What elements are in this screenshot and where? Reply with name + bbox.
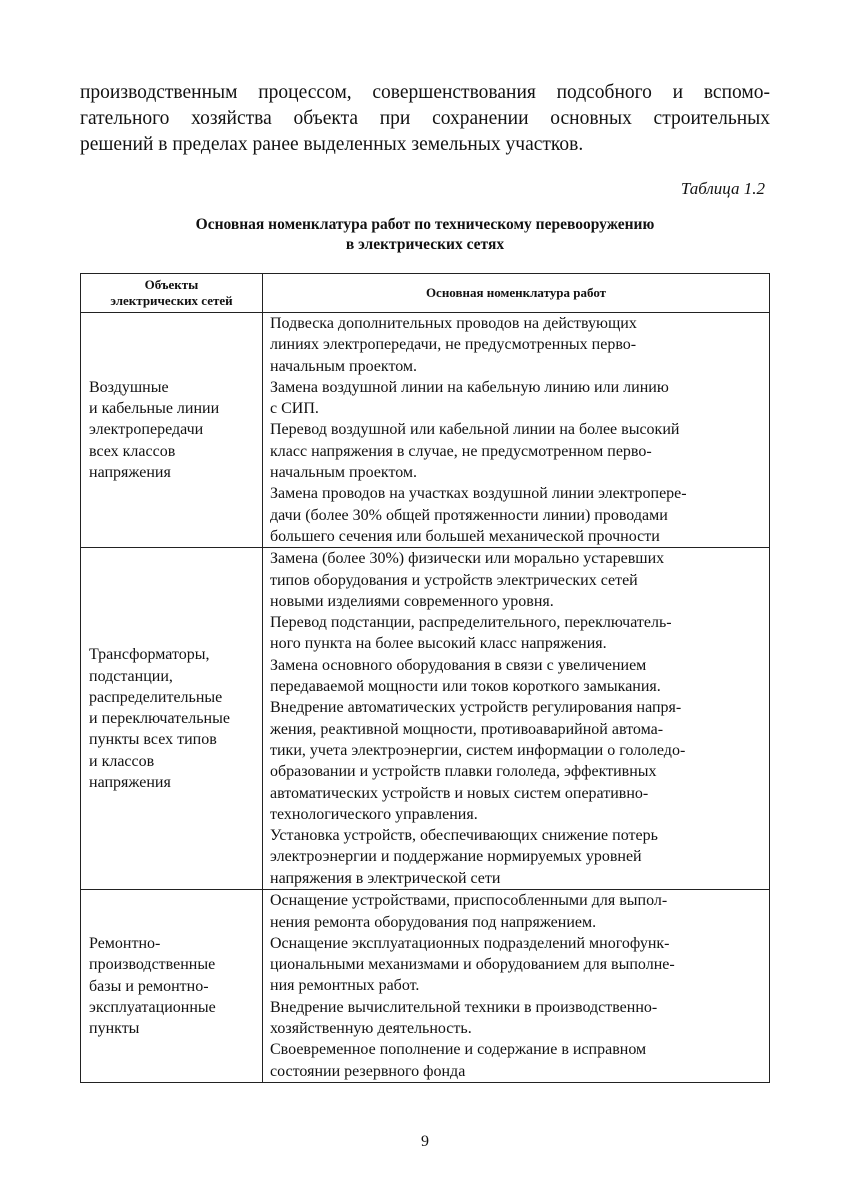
object-line: базы и ремонтно- [89, 977, 209, 995]
table-header-row [81, 274, 770, 313]
object-line: всех классов [89, 442, 176, 460]
page-number: 9 [421, 1133, 429, 1150]
work-line: Перевод воздушной или кабельной линии на более высокий [270, 421, 680, 439]
work-line: напряжения в электрической сети [270, 869, 501, 887]
object-line: пункты всех типов [89, 731, 217, 749]
object-cell [81, 548, 263, 890]
work-line: Замена (более 30%) физически или морально устаревших [270, 550, 665, 568]
works-cell [263, 890, 770, 1083]
work-line: тики, учета электроэнергии, систем информации о гололедо- [270, 741, 686, 759]
object-line: подстанции, [89, 667, 173, 685]
work-line: жения, реактивной мощности, противоаварийной автома- [270, 720, 664, 738]
table-row [81, 313, 770, 548]
intro-line: гательного хозяйства объекта при сохранении основных строительных [80, 108, 770, 129]
object-line: и переключательные [89, 710, 230, 728]
intro-line: производственным процессом, совершенствования подсобного и вспомо- [80, 82, 770, 103]
intro-line: решений в пределах ранее выделенных земельных участков. [80, 134, 584, 155]
table-row [81, 890, 770, 1083]
table-number: Таблица 1.2 [680, 179, 765, 198]
object-line: напряжения [89, 464, 171, 482]
object-line: эксплуатационные [89, 998, 216, 1016]
work-line: циональными механизмами и оборудованием для выполне- [270, 956, 675, 974]
object-line: распределительные [89, 688, 223, 706]
work-line: начальным проектом. [270, 357, 418, 375]
object-cell [81, 890, 263, 1083]
work-line: Внедрение вычислительной техники в производственно- [270, 998, 658, 1016]
work-line: класс напряжения в случае, не предусмотренном перво- [270, 442, 652, 460]
work-line: ного пункта на более высокий класс напряжения. [270, 635, 607, 653]
work-line: Замена проводов на участках воздушной линии электропере- [270, 485, 687, 503]
work-line: Установка устройств, обеспечивающих снижение потерь [270, 827, 658, 845]
nomenclature-table [80, 273, 770, 1083]
object-line: Воздушные [89, 378, 169, 396]
header-objects [81, 274, 263, 313]
work-line: образовании и устройств плавки гололеда, эффективных [270, 763, 657, 781]
work-line: Подвеска дополнительных проводов на действующих [270, 315, 637, 332]
table-body [81, 313, 770, 1083]
object-line: напряжения [89, 774, 171, 791]
work-line: типов оборудования и устройств электрических сетей [270, 571, 638, 589]
work-line: автоматических устройств и новых систем оперативно- [270, 784, 649, 802]
table-title [80, 215, 770, 255]
header-objects-line: электрических сетей [110, 293, 233, 308]
work-line: большего сечения или большей механической прочности [270, 527, 660, 545]
work-line: линиях электропередачи, не предусмотренных перво- [270, 336, 637, 354]
object-line: пункты [89, 1020, 140, 1038]
table-title-line: Основная номенклатура работ по техническому перевооружению [195, 216, 655, 233]
object-line: и классов [89, 752, 155, 770]
work-line: хозяйственную деятельность. [270, 1020, 472, 1038]
work-line: Своевременное пополнение и содержание в исправном [270, 1041, 647, 1059]
work-line: новыми изделиями современного уровня. [270, 592, 554, 610]
object-line: производственные [89, 956, 216, 974]
works-cell [263, 313, 770, 548]
works-cell [263, 548, 770, 890]
work-line: ния ремонтных работ. [270, 977, 420, 995]
table-title-line: в электрических сетях [345, 236, 505, 253]
object-line: Ремонтно- [89, 935, 161, 953]
work-line: электроэнергии и поддержание нормируемых уровней [270, 848, 642, 866]
work-line: Оснащение эксплуатационных подразделений многофунк- [270, 934, 670, 952]
work-line: Замена воздушной линии на кабельную линию или линию [270, 378, 669, 396]
work-line: с СИП. [270, 400, 319, 418]
work-line: передаваемой мощности или токов короткого замыкания. [270, 678, 661, 696]
work-line: технологического управления. [270, 805, 478, 823]
object-line: электропередачи [89, 421, 204, 439]
work-line: состоянии резервного фонда [270, 1062, 466, 1080]
table-row [81, 548, 770, 890]
work-line: Замена основного оборудования в связи с увеличением [270, 656, 647, 674]
work-line: нения ремонта оборудования под напряжением. [270, 913, 597, 931]
intro-paragraph [80, 80, 770, 158]
header-works: Основная номенклатура работ [263, 274, 770, 313]
work-line: Оснащение устройствами, приспособленными для выпол- [270, 892, 668, 910]
work-line: Перевод подстанции, распределительного, переключатель- [270, 614, 672, 632]
work-line: начальным проектом. [270, 464, 418, 482]
object-line: и кабельные линии [89, 400, 220, 418]
object-line: Трансформаторы, [89, 646, 210, 664]
work-line: Внедрение автоматических устройств регулирования напря- [270, 699, 682, 717]
object-cell [81, 313, 263, 548]
work-line: дачи (более 30% общей протяженности линии) проводами [270, 506, 668, 524]
header-objects-line: Объекты [144, 277, 199, 292]
